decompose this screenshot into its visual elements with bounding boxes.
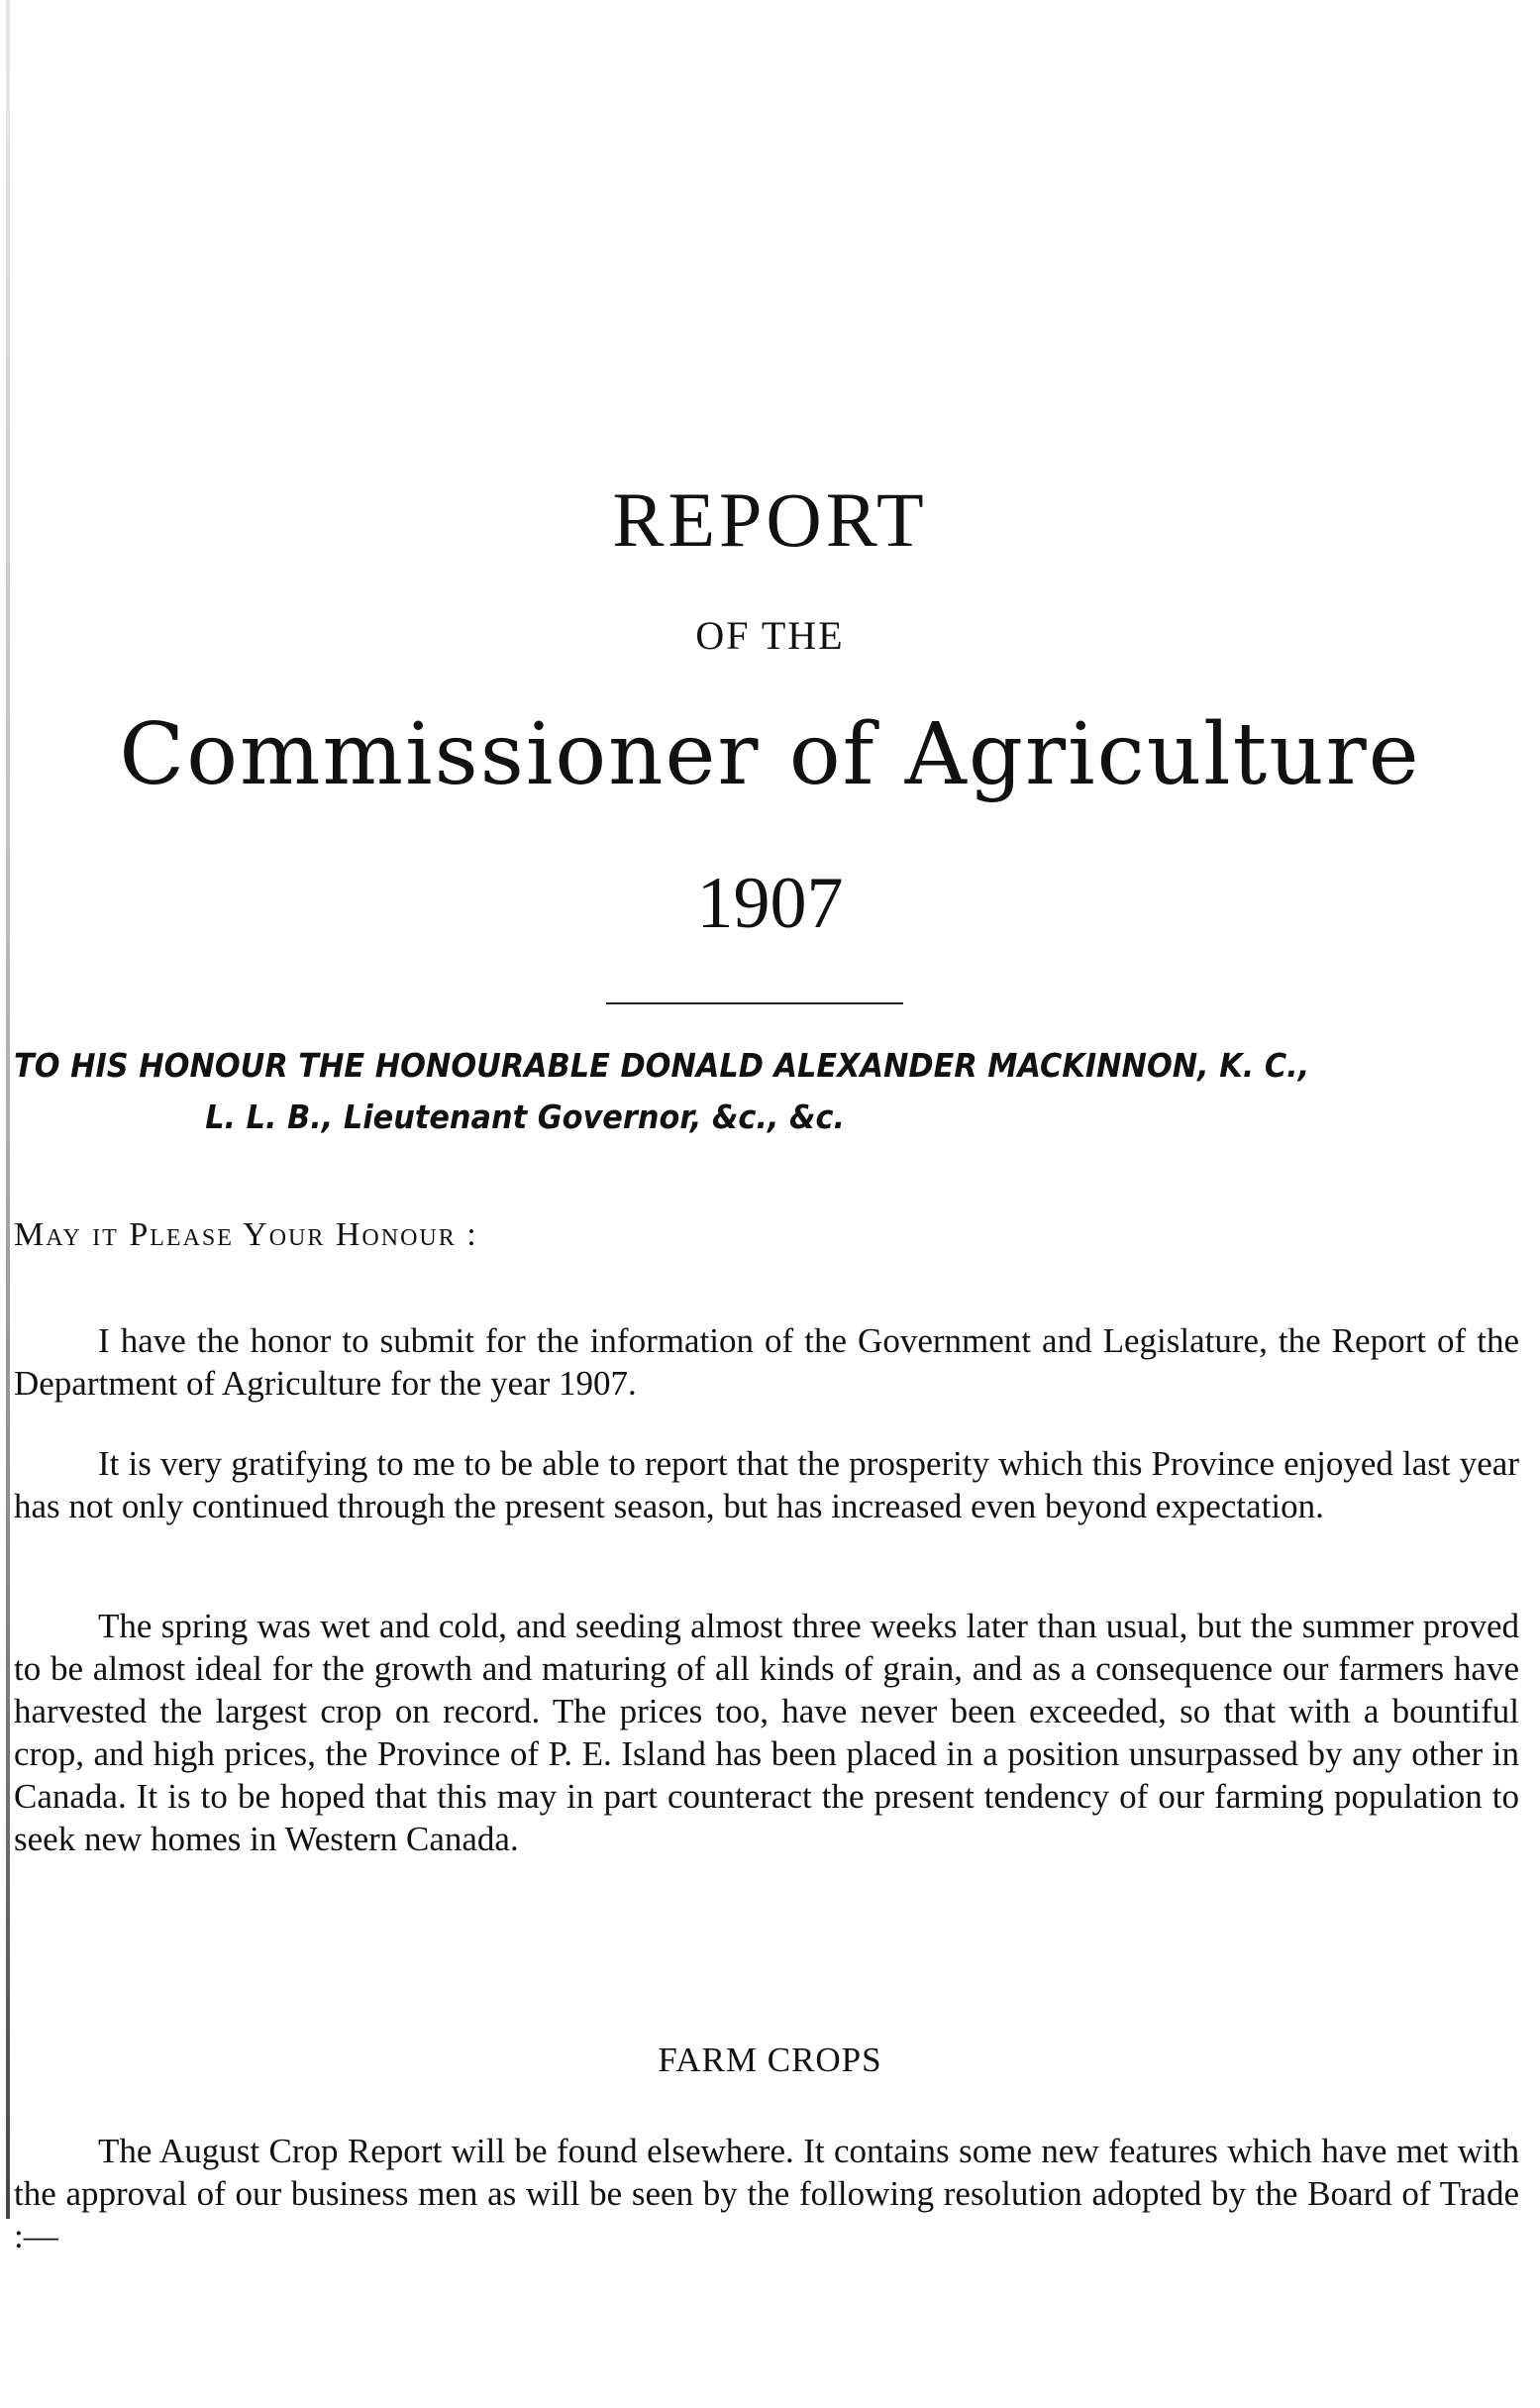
address-line-1: TO HIS HONOUR THE HONOURABLE DONALD ALEXANDER MACKINNON, K. C., <box>14 1046 1310 1085</box>
paragraph-prosperity: It is very gratifying to me to be able to report that the prosperity which this Province enjoyed last year has not only continued through the present season, but has increased even beyond expectation. <box>14 1444 1519 1525</box>
section-heading-farm-crops: FARM CROPS <box>658 2041 882 2079</box>
report-title: REPORT <box>612 476 928 563</box>
salutation: May it Please Your Honour : <box>14 1216 478 1253</box>
address-line-2: L. L. B., Lieutenant Governor, &c., &c. <box>205 1098 846 1136</box>
title-of-the: OF THE <box>695 613 845 658</box>
address-block <box>14 1040 1398 1143</box>
report-year: 1907 <box>696 863 844 944</box>
paragraph-crop-report: The August Crop Report will be found elsewhere. It contains some new features which have met with the approval of our business men as will be seen by the following resolution adopted by the Board of Trade :— <box>14 2132 1519 2255</box>
paragraph-season: The spring was wet and cold, and seeding almost three weeks later than usual, but the summer proved to be almost ideal for the growth and maturing of all kinds of grain, and as a consequence our farmers have harvested the largest crop on record. The prices too, have never been exceeded, so that with a bountiful crop, and high prices, the Province of P. E. Island has been placed in a position unsurpassed by any other in Canada. It is to be hoped that this may in part counteract the present tendency of our farming population to seek new homes in Western Canada. <box>14 1607 1519 1858</box>
title-divider <box>606 1002 903 1004</box>
commissioner-title: Commissioner of Agriculture <box>119 705 1421 804</box>
paragraph-submission: I have the honor to submit for the information of the Government and Legislature, the Report of the Department of Agriculture for the year 1907. <box>14 1321 1519 1403</box>
page-binding-edge <box>6 0 10 2219</box>
